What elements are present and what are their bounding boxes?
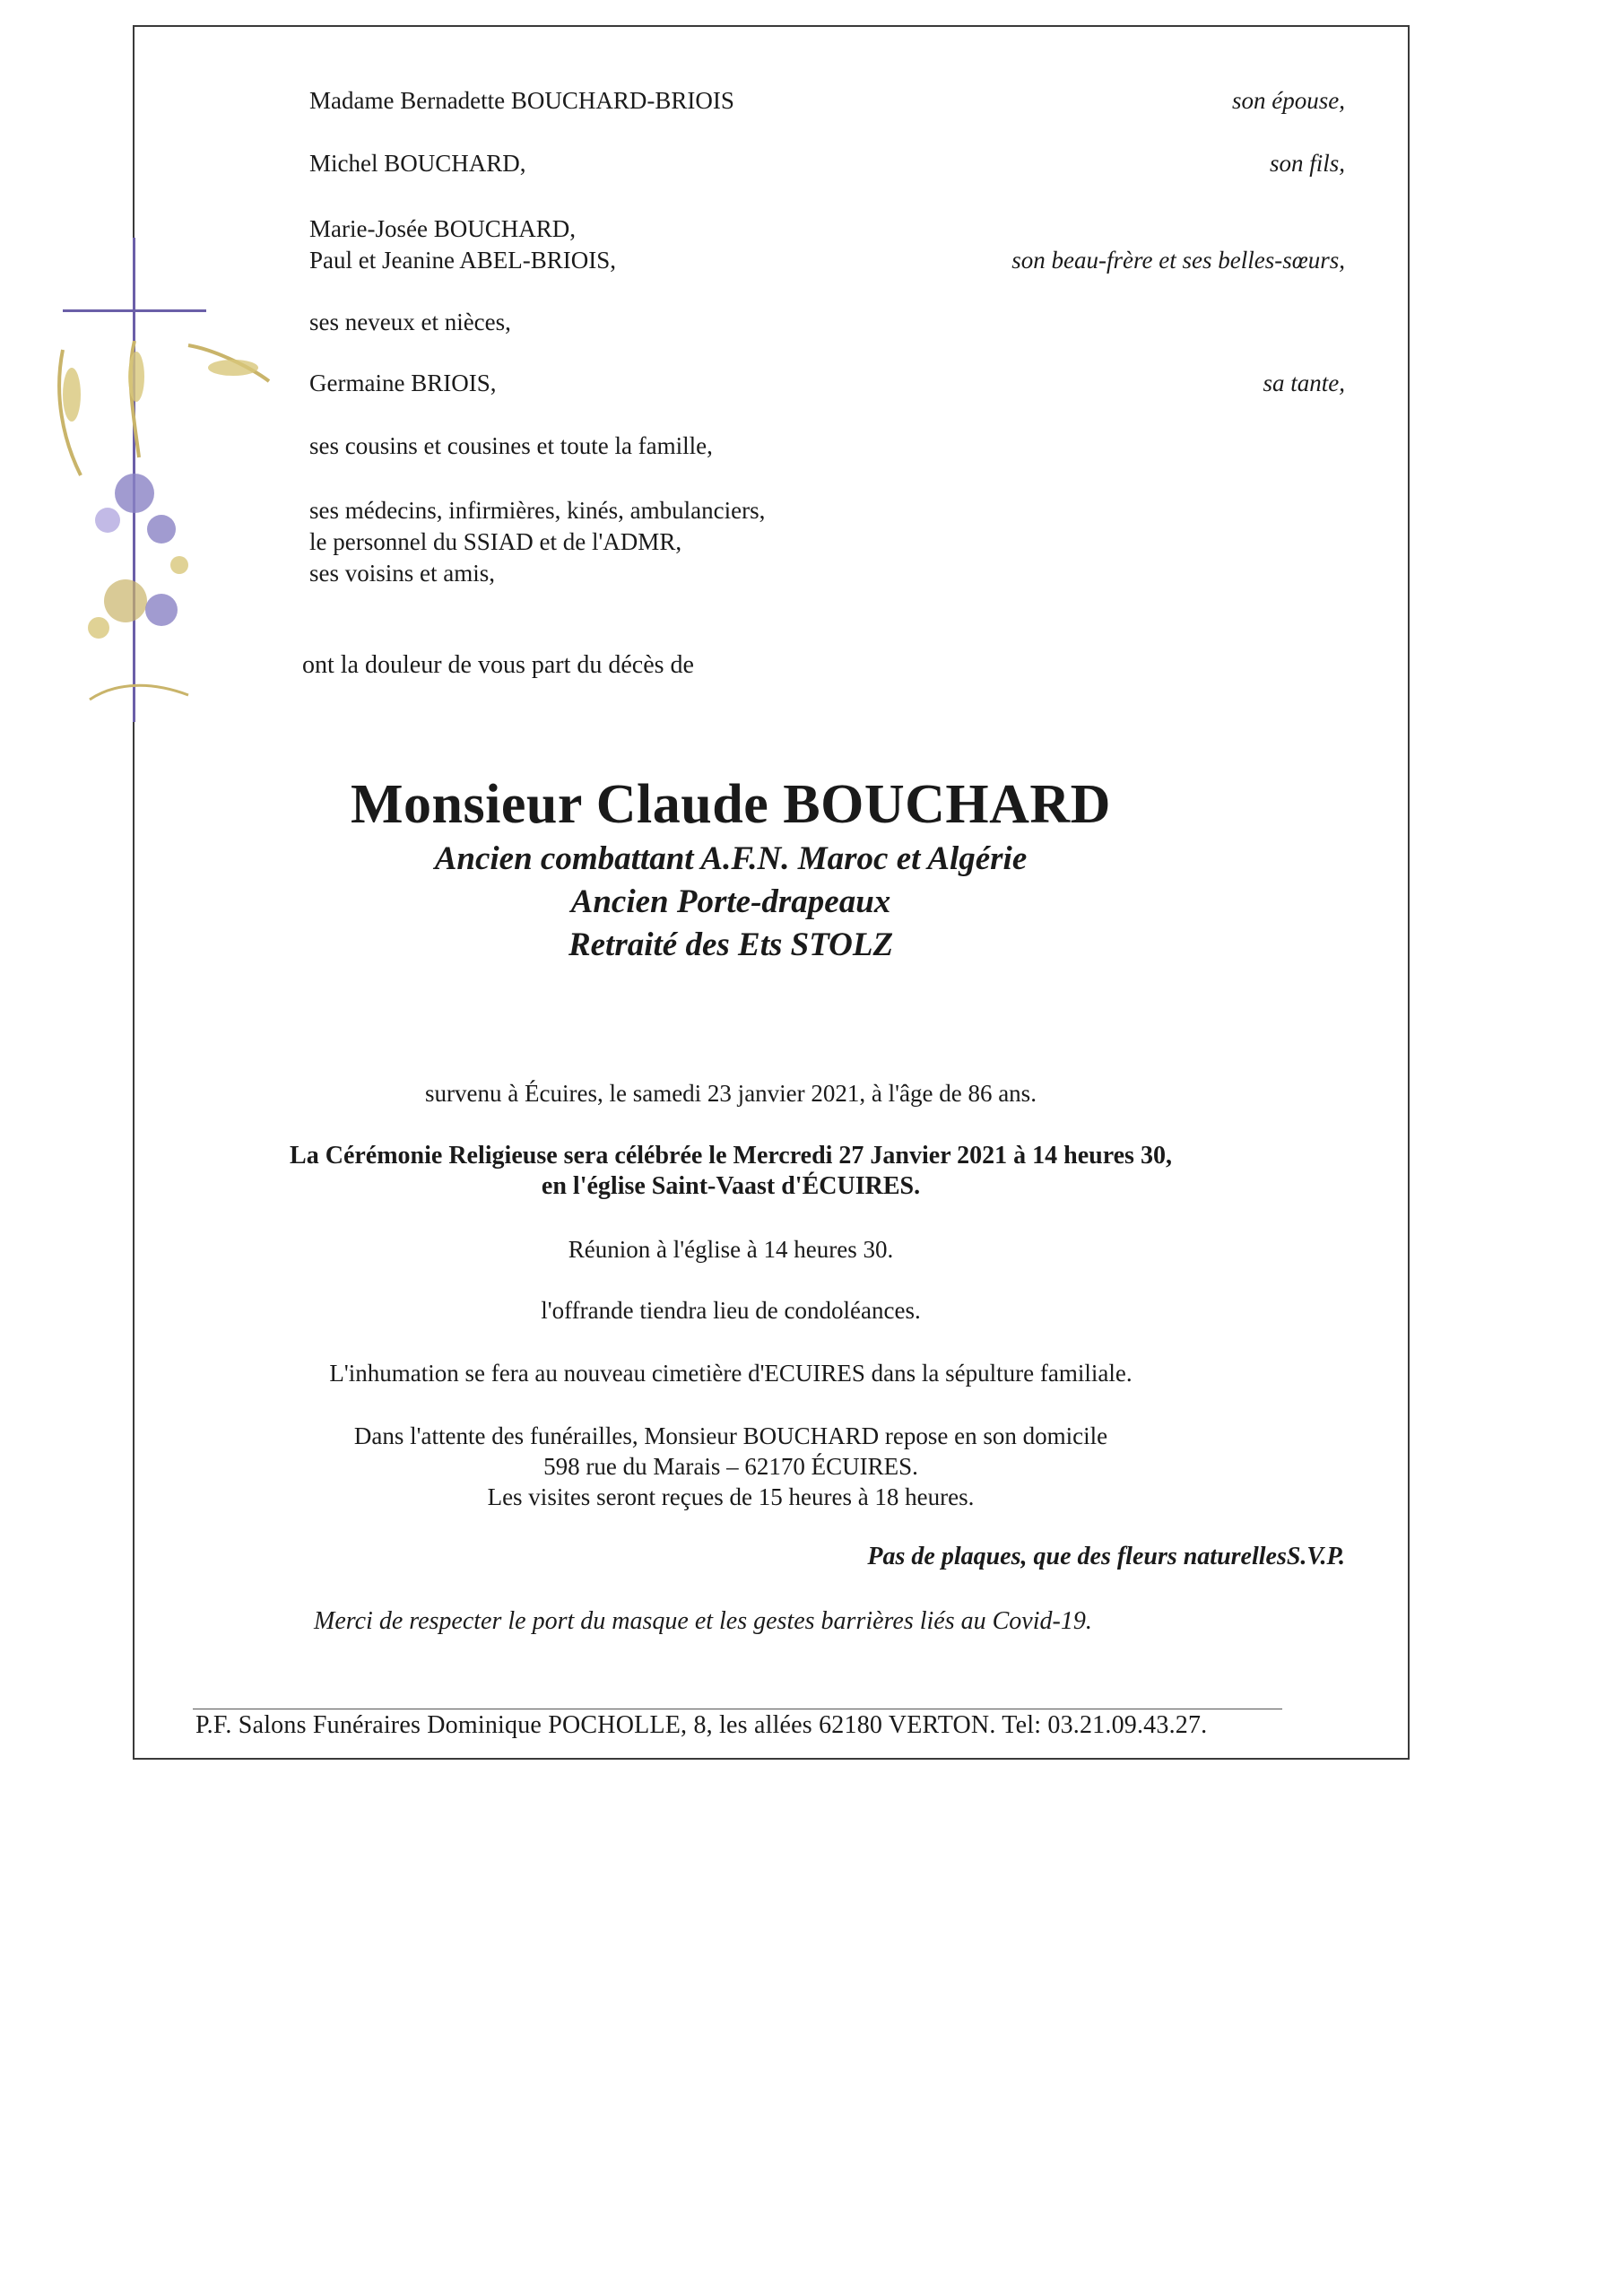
family-relation: son beau-frère et ses belles-sœurs, xyxy=(1011,247,1345,274)
deceased-title: Ancien Porte-drapeaux xyxy=(570,883,891,920)
deceased-title: Retraité des Ets STOLZ xyxy=(568,926,894,963)
family-row xyxy=(309,307,1345,338)
reunion-info: Réunion à l'église à 14 heures 30. xyxy=(568,1236,894,1263)
family-name: ses neveux et nièces, xyxy=(309,309,511,335)
funeral-home-footer: P.F. Salons Funéraires Dominique POCHOLLE, 8, les allées 62180 VERTON. Tel: 03.21.09.43.27. xyxy=(195,1711,1208,1739)
family-name: Paul et Jeanine ABEL-BRIOIS, xyxy=(309,247,616,274)
family-relation: son épouse, xyxy=(1232,87,1345,114)
visits-line: Les visites seront reçues de 15 heures à 18 heures. xyxy=(487,1483,975,1510)
cross-horizontal xyxy=(63,309,206,312)
family-row xyxy=(309,495,1345,589)
family-row xyxy=(309,430,1345,462)
family-row xyxy=(309,368,1345,399)
deceased-name: Monsieur Claude BOUCHARD xyxy=(351,774,1111,835)
family-name: Michel BOUCHARD, xyxy=(309,150,526,177)
family-row xyxy=(309,85,1345,117)
family-name: ses médecins, infirmières, kinés, ambulanciers, xyxy=(309,497,766,524)
family-name: le personnel du SSIAD et de l'ADMR, xyxy=(309,528,682,555)
ceremony-line: La Cérémonie Religieuse sera célébrée le Mercredi 27 Janvier 2021 à 14 heures 30, xyxy=(290,1142,1172,1170)
family-row xyxy=(309,148,1345,179)
flower-decoration-icon xyxy=(36,341,287,718)
death-info: survenu à Écuires, le samedi 23 janvier 2021, à l'âge de 86 ans. xyxy=(425,1080,1037,1107)
offering-info: l'offrande tiendra lieu de condoléances. xyxy=(541,1297,921,1324)
family-name: ses cousins et cousines et toute la famille, xyxy=(309,432,713,459)
family-row xyxy=(309,213,1345,276)
announcement-intro: ont la douleur de vous part du décès de xyxy=(302,651,694,679)
family-name: Madame Bernadette BOUCHARD-BRIOIS xyxy=(309,87,734,114)
burial-info: L'inhumation se fera au nouveau cimetière d'ECUIRES dans la sépulture familiale. xyxy=(329,1360,1133,1387)
visits-line: 598 rue du Marais – 62170 ÉCUIRES. xyxy=(543,1453,918,1480)
family-relation: sa tante, xyxy=(1263,370,1345,396)
ceremony-line: en l'église Saint-Vaast d'ÉCUIRES. xyxy=(541,1172,921,1200)
covid-note: Merci de respecter le port du masque et les gestes barrières liés au Covid-19. xyxy=(314,1607,1092,1635)
family-name: ses voisins et amis, xyxy=(309,560,495,587)
flowers-note: Pas de plaques, que des fleurs naturellesS.V.P. xyxy=(867,1543,1345,1570)
family-name: Marie-Josée BOUCHARD, xyxy=(309,215,576,242)
deceased-title: Ancien combattant A.F.N. Maroc et Algérie xyxy=(434,840,1028,877)
family-name: Germaine BRIOIS, xyxy=(309,370,497,396)
visits-line: Dans l'attente des funérailles, Monsieur BOUCHARD repose en son domicile xyxy=(353,1422,1108,1449)
family-relation: son fils, xyxy=(1269,150,1345,177)
